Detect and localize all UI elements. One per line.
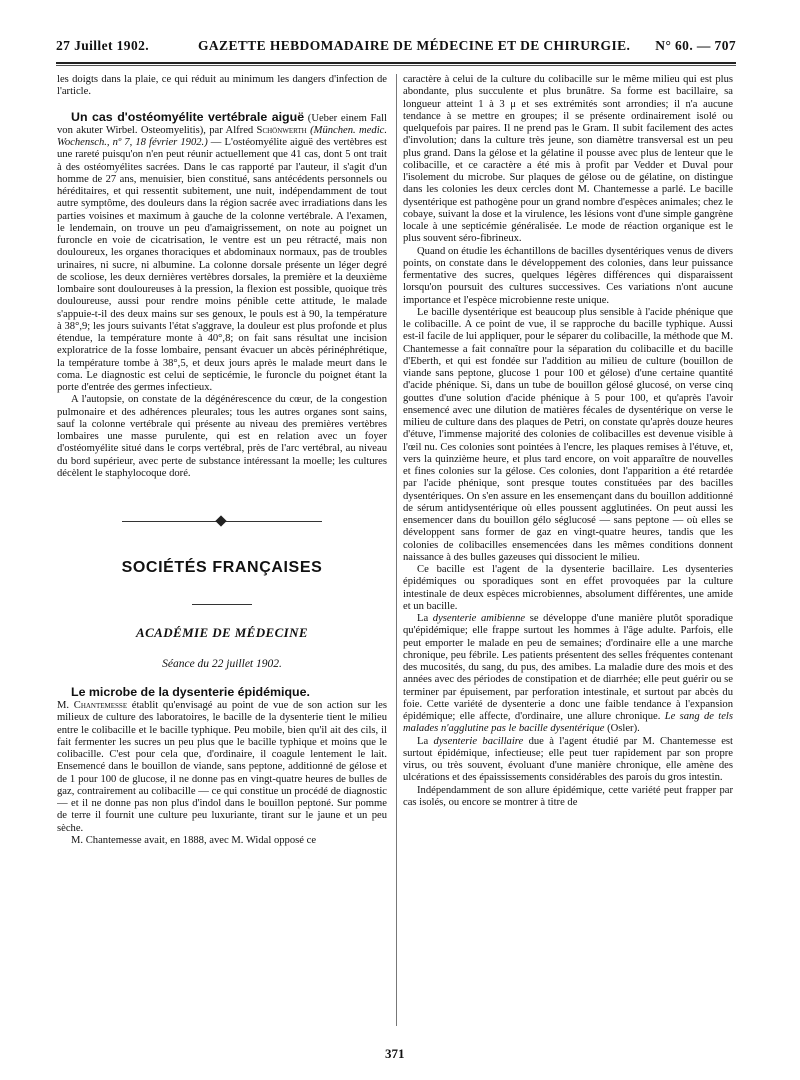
- text-run: se développe d'une manière plutôt sporadique qu'épidémique; elle frappe surtout les hommes à l'âge adulte. Parfois, elle peut emporter le malade en peu de semaines; d'ordinaire elle a une marche chronique, peu fébrile. Les patients présentent des selles fréquentes contenant des mucosités, du sang, du pus, des amibes. La maladie dure des mois et des années avec des périodes de constipation et de diarrhée; elle peut guérir ou se terminer par épuisement, par perforation intestinale, et surtout par abcès du foie. Cette variété de dysenterie a donc une faible tendance à l'expansion épidémique; elle affecte, d'ordinaire, une allure chronique.: [403, 613, 733, 722]
- header-rule: [56, 62, 736, 64]
- paragraph-amibienne: [403, 613, 733, 736]
- header-issue: N° 60. — 707: [655, 38, 736, 53]
- session-date: Séance du 22 juillet 1902.: [162, 657, 282, 670]
- header-date: 27 Juillet 1902.: [56, 38, 150, 53]
- emphasis: dysenterie bacillaire: [433, 735, 524, 747]
- subsection-title: ACADÉMIE DE MÉDECINE: [136, 625, 308, 641]
- paragraph: M. Chantemesse avait, en 1888, avec M. Widal opposé ce: [71, 834, 317, 846]
- paragraph: A l'autopsie, on constate de la dégénérescence du cœur, de la congestion pulmonaire et des adhérences pleurales; tous les autres organes sont sains, sauf la colonne vertébrale qui présente au niveau des premières vertèbres lombaires une masse purulente, qui est en relation avec un foyer d'ostéomyélite situé dans le corps vertébral, près de l'arc vertébral, au niveau du bord supérieur, avec perte de substance intéressant la moelle; les cultures décèlent le staphylocoque doré.: [57, 394, 387, 479]
- article-body: — L'ostéomyélite aiguë des vertèbres est une rareté puisqu'on n'en peut réunir actuellement que 41 cas, dont 5 ont trait à des ostéomyélites sacrées. Dans le cas rapporté par l'auteur, il s'agit d'un homme de 27 ans, menuisier, bien constitué, sans antécédents personnels ou héréditaires, et qui ressentit subitement, une nuit, indépendamment de tout autre symptôme, des douleurs dans la région sacrée avec irradiations dans les parties voisines et maximum à gauche de la colonne vertébrale. A l'examen, le lendemain, on trouve un peu d'amaigrissement, on note au poignet un furoncle en voie de cicatrisation, le ventre est un peu rétracté, mais non douloureux, les organes thoraciques et abdominaux normaux, pas de troubles urinaires, ni sucre, ni albumine. La colonne dorsale présente un léger degré de scoliose, les deux dernières vertèbres dorsales, la première et la deuxième lombaire sont douloureuses à la pression, la flexion est possible, quoique très douloureuse, aussi pour rendre moins pénible cette attitude, le malade s'appuie-t-il des deux mains sur ses genoux, le pouls est à 90, la température à 38°,9; les jours suivants l'état s'aggrave, la douleur est plus profonde et plus étendue, la température monte à 40°,8; on fait sans résultat une incision exploratrice de la fosse lombaire, pensant évacuer un abcès périnéphrétique, la température tombe à 38°,5, et deux jours après le malade meurt dans le coma. Le diagnostic est celui de septicémie, le furoncle du poignet étant la porte d'entrée des germes infectieux.: [57, 137, 387, 393]
- emphasis: Le sang de tels malades n'agglutine pas le bacille dysentérique: [403, 711, 733, 735]
- header-journal: GAZETTE HEBDOMADAIRE DE MÉDECINE ET DE CHIRURGIE.: [198, 38, 631, 53]
- emphasis: dysenterie amibienne: [432, 613, 526, 624]
- article-osteomyelite: [57, 111, 387, 395]
- article-journal: (München. medic. Wochensch., nº 7, 18 février 1902.): [57, 124, 387, 148]
- column-rule: [396, 74, 397, 1026]
- article-title: Le microbe de la dysenterie épidémique.: [71, 684, 310, 699]
- section-rule: [192, 604, 252, 605]
- right-column: [403, 74, 733, 1034]
- article-body: établit qu'envisagé au point de vue de son action sur les milieux de culture des laboratoires, le bacille de la dysenterie tient le milieu entre le colibacille et le bacille typhique. Peu mobile, bien qu'il ait des cils, il fait fermenter les sucres un peu plus que le bacille typhique et moins que le colibacille. C'est pour cela que, d'ordinaire, il coagule lentement le lait. Ensemencé dans le bouillon de viande, sans peptone, additionné de gélose et de 1 pour 100 de glucose, il ne donne pas en vingt-quatre heures de bulles de gaz, contrairement au colibacille — ce qui constitue un procédé de diagnostic — et il ne donne pas non plus d'indol dans le bouillon peptoné. Sur pomme de terre il fournit une culture peu luxuriante, tirant sur le jaune et un peu sèche.: [57, 700, 387, 834]
- text-run: La: [417, 735, 434, 747]
- text-run: La: [417, 613, 433, 624]
- article-title: Un cas d'ostéomyélite vertébrale aiguë: [71, 109, 305, 124]
- section-title: SOCIÉTÉS FRANÇAISES: [121, 559, 323, 576]
- text-run: (Osler).: [604, 723, 640, 735]
- text-run: due à l'agent étudié par M. Chantemesse est surtout épidémique, infectieuse; elle peut tuer rapidement par son propre virus, ou très souvent, évoluant d'une manière chronique, elle amène des ulcérations et des épaississements considérables des parois du gros intestin.: [403, 735, 733, 784]
- running-header: [56, 38, 736, 62]
- article-dysenterie: [57, 686, 387, 835]
- page-number: 371: [385, 1046, 405, 1061]
- paragraph: Quand on étudie les échantillons de bacilles dysentériques venus de divers points, on constate dans le développement des colonies, dans leur puissance fermentative des sucres, quelques légères différences qui disparaissent lorsqu'on poursuit des cultures successives. Ces variations n'ont aucune importance et l'espèce microbienne reste unique.: [403, 245, 733, 306]
- paragraph: Ce bacille est l'agent de la dysenterie bacillaire. Les dysenteries épidémiques ou sporadiques sont en effet provoquées par la culture intestinale de deux espèces microbiennes, absolument différentes, une amide et un bacille.: [403, 564, 733, 612]
- article-reference: (Ueber einem Fall von akuter Wirbel. Osteomyelitis), par Alfred: [57, 112, 387, 136]
- left-column: [57, 74, 387, 1034]
- paragraph: caractère à celui de la culture du colibacille sur le même milieu qui est plus abondante, plus succulente et plus brunâtre. Sa forme est bacillaire, sa longueur atteint 1 à 3 μ et ses extrémités sont arrondies; il n'a aucune tendance à se mettre en groupes; il se présente ordinairement isolé ou quelquefois par paires. Il ne prend pas le Gram. Il subit facilement des actes d'involution; dans la culture très jeune, son diamètre transversal est un peu plus grand. Dans la gélose et la gélatine il pousse avec plus de lenteur que le colibacille, et ce caractère a été mis à profit par Vedder et Duval pour l'isolement du microbe. Sur plaques de gélose ou de gélatine, on distingue dans les colonies les deux cercles dont M. Chantemesse a parlé. Le bacille dysentérique est pathogène pour un grand nombre d'espèces animales; chez le cobaye, suivant la dose et la virulence, les lésions vont d'une simple gangrène locale à une septicémie généralisée. Le mode de réaction organique est le plus souvent séro-fibrineux.: [403, 74, 733, 245]
- paragraph-bacillaire: [403, 736, 733, 785]
- article-author: Schönwerth: [256, 124, 307, 136]
- paragraph: Indépendamment de son allure épidémique, cette variété peut frapper par cas isolés, ou encore se montrer à titre de: [403, 784, 733, 808]
- paragraph: les doigts dans la plaie, ce qui réduit au minimum les dangers d'infection de l'article.: [57, 74, 387, 98]
- ornament-divider: [122, 518, 322, 526]
- diamond-icon: [215, 515, 226, 526]
- paragraph: Le bacille dysentérique est beaucoup plus sensible à l'acide phénique que le colibacille. A ce point de vue, il se rapproche du bacille typhique. Aussi est-il facile de lui appliquer, pour le séparer du colibacille, la méthode que M. Chantemesse a fait connaître pour la séparation du colibacille et du bacille d'Eberth, et qui est fondée sur l'addition au milieu de culture (bouillon de viande sans peptone, glucose 1 pour 100 et gélose) d'une certaine quantité d'acide phénique. Si, dans un tube de bouillon gélosé glucosé, on verse cinq gouttes d'une solution d'acide phénique à 5 pour 100, et qu'après l'avoir ensemencé avec une dilution de matières fécales de dysentérique on verse le milieu de culture dans des plaques de Petri, on constate qu'après douze heures d'étuve, l'immense majorité des colonies de colibacilles est devenue visible à l'œil nu. Ces colonies sont pointées à l'encre, les plaques remises à l'étuve, et, vers la quinzième heure, et plus tard encore, on voit apparaître de nouvelles et fines colonies sur la gélose. Ces colonies, dont l'apparition a été retardée par l'acide phénique, sont presque toutes constituées par des bacilles dysentériques. On s'en assure en les ensemençant dans du bouillon additionné de sérum antidysentérique où elles poussent agglutinées. On peut aussi les ensemencer dans du bouillon gélo séglucosé — sans peptone — où elles se développent sans former de gaz en vingt-quatre heures, tandis que les colonies de colibacilles ensemencées dans les mêmes conditions donnent naissance à des bulles gazeuses qui dissocient le milieu.: [403, 306, 733, 563]
- header-rule-thin: [56, 65, 736, 66]
- article-author: M. Chantemesse: [57, 700, 128, 711]
